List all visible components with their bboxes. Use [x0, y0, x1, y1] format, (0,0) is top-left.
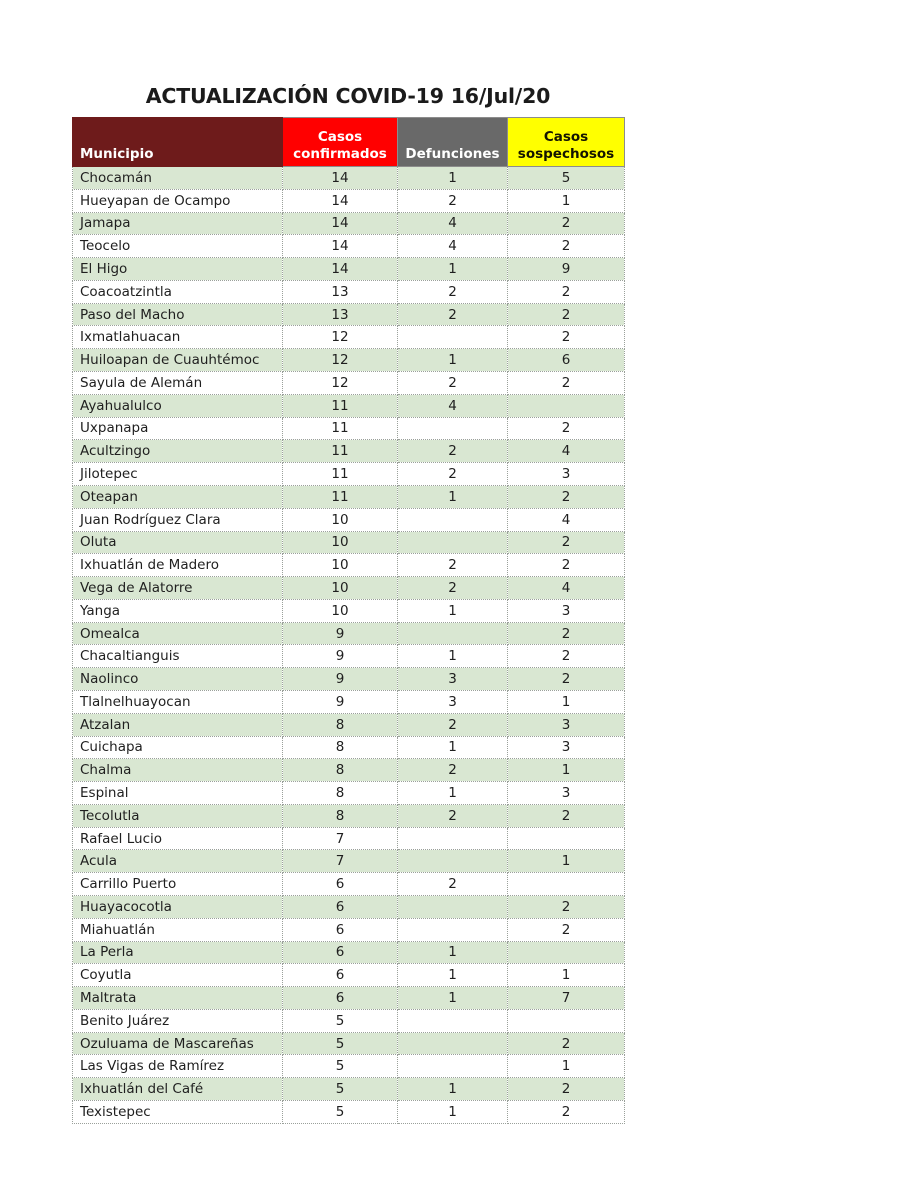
municipio-cell: Juan Rodríguez Clara [73, 508, 283, 531]
value-cell [398, 918, 508, 941]
municipio-cell: Ixhuatlán del Café [73, 1078, 283, 1101]
value-cell: 13 [283, 280, 398, 303]
table-row [73, 1032, 625, 1055]
value-cell: 14 [283, 189, 398, 212]
municipio-cell: El Higo [73, 258, 283, 281]
value-cell: 14 [283, 258, 398, 281]
municipio-cell: Carrillo Puerto [73, 873, 283, 896]
value-cell: 1 [398, 645, 508, 668]
value-cell: 6 [283, 873, 398, 896]
value-cell: 4 [508, 577, 625, 600]
municipio-cell: Vega de Alatorre [73, 577, 283, 600]
municipio-cell: Chalma [73, 759, 283, 782]
value-cell [508, 941, 625, 964]
municipio-cell: Oluta [73, 531, 283, 554]
table-row [73, 280, 625, 303]
covid-table [72, 117, 625, 1124]
value-cell: 8 [283, 759, 398, 782]
value-cell: 2 [508, 1101, 625, 1124]
municipio-cell: Oteapan [73, 485, 283, 508]
value-cell: 11 [283, 463, 398, 486]
value-cell [398, 622, 508, 645]
header-row [73, 118, 625, 167]
value-cell: 1 [398, 1101, 508, 1124]
table-row [73, 896, 625, 919]
value-cell: 3 [508, 782, 625, 805]
value-cell: 2 [398, 280, 508, 303]
municipio-cell: Huayacocotla [73, 896, 283, 919]
value-cell: 7 [283, 827, 398, 850]
value-cell: 1 [398, 782, 508, 805]
value-cell: 5 [283, 1078, 398, 1101]
value-cell: 6 [283, 941, 398, 964]
municipio-cell: Huiloapan de Cuauhtémoc [73, 349, 283, 372]
value-cell: 4 [398, 394, 508, 417]
value-cell: 14 [283, 212, 398, 235]
municipio-cell: Hueyapan de Ocampo [73, 189, 283, 212]
value-cell: 8 [283, 713, 398, 736]
table-row [73, 531, 625, 554]
value-cell: 2 [508, 303, 625, 326]
value-cell: 1 [508, 964, 625, 987]
municipio-cell: Chacaltianguis [73, 645, 283, 668]
col-header-casos-sospechosos: Casos sospechosos [508, 118, 625, 167]
value-cell: 2 [508, 280, 625, 303]
value-cell: 9 [283, 690, 398, 713]
value-cell: 11 [283, 440, 398, 463]
municipio-cell: Acultzingo [73, 440, 283, 463]
table-row [73, 736, 625, 759]
municipio-cell: Paso del Macho [73, 303, 283, 326]
municipio-cell: Coyutla [73, 964, 283, 987]
value-cell: 4 [508, 508, 625, 531]
value-cell [508, 873, 625, 896]
value-cell [398, 1055, 508, 1078]
value-cell: 1 [508, 1055, 625, 1078]
value-cell: 11 [283, 394, 398, 417]
value-cell: 10 [283, 554, 398, 577]
value-cell: 1 [398, 964, 508, 987]
municipio-cell: Ixhuatlán de Madero [73, 554, 283, 577]
municipio-cell: Las Vigas de Ramírez [73, 1055, 283, 1078]
municipio-cell: Cuichapa [73, 736, 283, 759]
table-row [73, 804, 625, 827]
table-row [73, 326, 625, 349]
table-row [73, 599, 625, 622]
value-cell: 2 [508, 918, 625, 941]
value-cell: 2 [508, 1032, 625, 1055]
value-cell: 5 [283, 1101, 398, 1124]
value-cell: 2 [398, 577, 508, 600]
value-cell: 1 [508, 759, 625, 782]
table-row [73, 212, 625, 235]
value-cell: 9 [508, 258, 625, 281]
value-cell: 8 [283, 804, 398, 827]
table-row [73, 485, 625, 508]
table-row [73, 508, 625, 531]
table-row [73, 690, 625, 713]
col-header-defunciones: Defunciones [398, 118, 508, 167]
table-row [73, 463, 625, 486]
value-cell: 14 [283, 235, 398, 258]
table-row [73, 1009, 625, 1032]
table-body [73, 167, 625, 1124]
col-header-casos-confirmados: Casos confirmados [283, 118, 398, 167]
table-row [73, 235, 625, 258]
table-row [73, 668, 625, 691]
value-cell: 2 [398, 804, 508, 827]
table-row [73, 850, 625, 873]
value-cell: 1 [398, 167, 508, 190]
value-cell: 5 [508, 167, 625, 190]
municipio-cell: Naolinco [73, 668, 283, 691]
value-cell: 2 [398, 440, 508, 463]
value-cell [508, 394, 625, 417]
table-row [73, 713, 625, 736]
value-cell: 1 [508, 690, 625, 713]
municipio-cell: Tecolutla [73, 804, 283, 827]
municipio-cell: Rafael Lucio [73, 827, 283, 850]
value-cell: 2 [398, 372, 508, 395]
value-cell: 2 [398, 303, 508, 326]
value-cell: 2 [398, 759, 508, 782]
table-row [73, 1055, 625, 1078]
municipio-cell: Miahuatlán [73, 918, 283, 941]
table-row [73, 258, 625, 281]
table-row [73, 941, 625, 964]
value-cell: 1 [508, 189, 625, 212]
value-cell: 3 [398, 690, 508, 713]
municipio-cell: Uxpanapa [73, 417, 283, 440]
municipio-cell: Maltrata [73, 987, 283, 1010]
value-cell: 6 [283, 964, 398, 987]
value-cell [398, 896, 508, 919]
table-row [73, 394, 625, 417]
value-cell: 1 [398, 736, 508, 759]
municipio-cell: Benito Juárez [73, 1009, 283, 1032]
value-cell: 12 [283, 372, 398, 395]
table-row [73, 759, 625, 782]
value-cell: 2 [508, 554, 625, 577]
value-cell: 2 [508, 235, 625, 258]
value-cell: 7 [508, 987, 625, 1010]
table-row [73, 440, 625, 463]
value-cell: 11 [283, 417, 398, 440]
value-cell: 2 [508, 417, 625, 440]
value-cell [398, 508, 508, 531]
table-row [73, 577, 625, 600]
value-cell: 5 [283, 1009, 398, 1032]
municipio-cell: Coacoatzintla [73, 280, 283, 303]
table-row [73, 189, 625, 212]
value-cell: 3 [508, 736, 625, 759]
value-cell [398, 850, 508, 873]
municipio-cell: Ixmatlahuacan [73, 326, 283, 349]
value-cell: 9 [283, 645, 398, 668]
municipio-cell: Sayula de Alemán [73, 372, 283, 395]
value-cell: 5 [283, 1055, 398, 1078]
value-cell: 2 [508, 1078, 625, 1101]
value-cell: 5 [283, 1032, 398, 1055]
value-cell [398, 1009, 508, 1032]
value-cell: 1 [398, 258, 508, 281]
municipio-cell: Jilotepec [73, 463, 283, 486]
table-row [73, 645, 625, 668]
value-cell: 2 [398, 189, 508, 212]
value-cell: 1 [398, 987, 508, 1010]
municipio-cell: Ozuluama de Mascareñas [73, 1032, 283, 1055]
value-cell: 14 [283, 167, 398, 190]
value-cell: 2 [508, 372, 625, 395]
municipio-cell: Atzalan [73, 713, 283, 736]
municipio-cell: Tlalnelhuayocan [73, 690, 283, 713]
value-cell: 2 [508, 531, 625, 554]
value-cell [398, 531, 508, 554]
table-row [73, 622, 625, 645]
value-cell: 1 [398, 349, 508, 372]
table-row [73, 554, 625, 577]
value-cell: 2 [398, 463, 508, 486]
value-cell: 6 [283, 918, 398, 941]
value-cell: 4 [508, 440, 625, 463]
value-cell: 1 [508, 850, 625, 873]
value-cell: 8 [283, 782, 398, 805]
table-row [73, 1101, 625, 1124]
municipio-cell: Chocamán [73, 167, 283, 190]
value-cell: 4 [398, 235, 508, 258]
table-row [73, 372, 625, 395]
value-cell: 13 [283, 303, 398, 326]
table-row [73, 349, 625, 372]
table-row [73, 827, 625, 850]
municipio-cell: Texistepec [73, 1101, 283, 1124]
col-header-municipio: Municipio [73, 118, 283, 167]
value-cell: 1 [398, 941, 508, 964]
table-row [73, 1078, 625, 1101]
value-cell: 7 [283, 850, 398, 873]
value-cell: 12 [283, 326, 398, 349]
value-cell: 10 [283, 531, 398, 554]
municipio-cell: Yanga [73, 599, 283, 622]
value-cell: 3 [508, 713, 625, 736]
value-cell: 6 [283, 896, 398, 919]
value-cell [398, 1032, 508, 1055]
value-cell: 8 [283, 736, 398, 759]
value-cell: 1 [398, 599, 508, 622]
value-cell: 2 [508, 804, 625, 827]
value-cell [508, 827, 625, 850]
value-cell: 12 [283, 349, 398, 372]
value-cell: 2 [508, 896, 625, 919]
value-cell: 4 [398, 212, 508, 235]
value-cell [398, 417, 508, 440]
value-cell: 3 [508, 599, 625, 622]
value-cell: 2 [508, 485, 625, 508]
table-row [73, 417, 625, 440]
table-row [73, 964, 625, 987]
value-cell: 1 [398, 1078, 508, 1101]
municipio-cell: Omealca [73, 622, 283, 645]
value-cell: 10 [283, 577, 398, 600]
value-cell: 11 [283, 485, 398, 508]
value-cell [398, 326, 508, 349]
page-title: ACTUALIZACIÓN COVID-19 16/Jul/20 [145, 84, 551, 108]
value-cell: 6 [508, 349, 625, 372]
value-cell: 10 [283, 508, 398, 531]
value-cell: 1 [398, 485, 508, 508]
table-row [73, 918, 625, 941]
table-row [73, 873, 625, 896]
value-cell [398, 827, 508, 850]
table-row [73, 303, 625, 326]
value-cell: 2 [508, 212, 625, 235]
table-row [73, 167, 625, 190]
value-cell: 2 [508, 622, 625, 645]
table-row [73, 782, 625, 805]
value-cell: 2 [398, 713, 508, 736]
municipio-cell: Acula [73, 850, 283, 873]
value-cell: 2 [508, 645, 625, 668]
table-header [73, 118, 625, 167]
value-cell [508, 1009, 625, 1032]
value-cell: 2 [508, 668, 625, 691]
value-cell: 9 [283, 668, 398, 691]
value-cell: 2 [398, 554, 508, 577]
value-cell: 2 [508, 326, 625, 349]
municipio-cell: Jamapa [73, 212, 283, 235]
value-cell: 2 [398, 873, 508, 896]
value-cell: 3 [398, 668, 508, 691]
municipio-cell: La Perla [73, 941, 283, 964]
value-cell: 6 [283, 987, 398, 1010]
value-cell: 9 [283, 622, 398, 645]
municipio-cell: Teocelo [73, 235, 283, 258]
value-cell: 3 [508, 463, 625, 486]
municipio-cell: Espinal [73, 782, 283, 805]
table-row [73, 987, 625, 1010]
value-cell: 10 [283, 599, 398, 622]
municipio-cell: Ayahualulco [73, 394, 283, 417]
